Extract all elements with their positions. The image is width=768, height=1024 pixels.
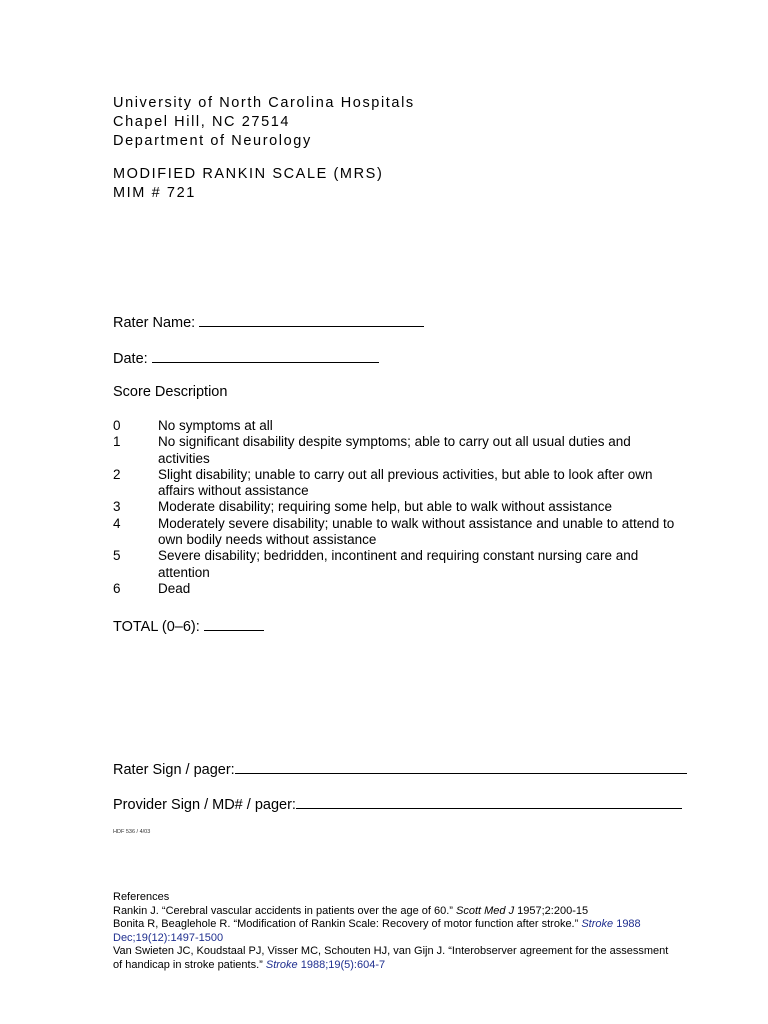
reference-1 bbox=[113, 905, 703, 919]
rankin-scale-list bbox=[113, 418, 693, 597]
scale-score: 1 bbox=[113, 434, 121, 450]
form-title: MODIFIED RANKIN SCALE (MRS) bbox=[113, 166, 384, 182]
reference-2-citation[interactable]: Dec;19(12):1497-1500 bbox=[113, 931, 224, 944]
scale-description bbox=[158, 548, 693, 581]
scale-description bbox=[158, 499, 693, 515]
reference-3-authors: Van Swieten JC, Koudstaal PJ, Visser MC, Schouten HJ, van Gijn J. “Interobserver agreement for the assessment bbox=[113, 945, 669, 957]
provider-sign-label: Provider Sign / MD# / pager: bbox=[113, 797, 296, 813]
reference-2-year[interactable]: 1988 bbox=[613, 918, 641, 930]
document-header bbox=[113, 94, 415, 203]
reference-1-citation: 1957;2:200-15 bbox=[514, 904, 589, 917]
rater-sign-field[interactable] bbox=[113, 760, 687, 778]
scale-description-line: affairs without assistance bbox=[158, 483, 309, 499]
institution-address: Chapel Hill, NC 27514 bbox=[113, 114, 291, 130]
department-name: Department of Neurology bbox=[113, 133, 312, 149]
scale-score: 6 bbox=[113, 580, 121, 596]
scale-row bbox=[113, 434, 693, 467]
reference-1-text: Rankin J. “Cerebral vascular accidents in patients over the age of 60.” bbox=[113, 904, 457, 917]
scale-row bbox=[113, 581, 693, 597]
reference-3 bbox=[113, 945, 703, 972]
date-line[interactable] bbox=[152, 349, 379, 363]
institution-name: University of North Carolina Hospitals bbox=[113, 95, 415, 111]
scale-description-line: own bodily needs without assistance bbox=[158, 532, 377, 548]
reference-1-journal: Scott Med J bbox=[456, 904, 515, 917]
scale-score: 2 bbox=[113, 466, 121, 482]
total-field[interactable] bbox=[113, 617, 264, 635]
scale-row bbox=[113, 467, 693, 500]
rater-name-line[interactable] bbox=[199, 313, 424, 327]
scale-description bbox=[158, 434, 693, 467]
scale-description bbox=[158, 581, 693, 597]
rater-sign-line[interactable] bbox=[235, 760, 687, 774]
scale-description-line: No significant disability despite symptoms; able to carry out all usual duties and bbox=[158, 434, 631, 450]
scale-description-line: attention bbox=[158, 564, 210, 580]
scale-description-line: Moderate disability; requiring some help, but able to walk without assistance bbox=[158, 499, 612, 515]
scale-row bbox=[113, 418, 693, 434]
form-code: HDF 536 / 4/03 bbox=[113, 829, 151, 835]
rater-name-field[interactable] bbox=[113, 313, 424, 331]
scale-row bbox=[113, 516, 693, 549]
scale-score: 0 bbox=[113, 418, 121, 433]
score-description-heading: Score Description bbox=[113, 384, 228, 400]
scale-score: 4 bbox=[113, 515, 121, 531]
reference-2-journal[interactable]: Stroke bbox=[581, 918, 614, 930]
mim-number: MIM # 721 bbox=[113, 185, 196, 201]
scale-description-line: Slight disability; unable to carry out all previous activities, but able to look after own bbox=[158, 466, 653, 482]
reference-3-text: of handicap in stroke patients.” bbox=[113, 958, 266, 971]
reference-3-citation[interactable]: 1988;19(5):604-7 bbox=[297, 958, 386, 971]
date-label: Date: bbox=[113, 351, 148, 367]
scale-description bbox=[158, 516, 693, 549]
scale-description-line: Dead bbox=[158, 580, 191, 596]
scale-row bbox=[113, 499, 693, 515]
scale-score: 3 bbox=[113, 499, 121, 515]
date-field[interactable] bbox=[113, 349, 379, 367]
provider-sign-line[interactable] bbox=[296, 795, 682, 809]
scale-row bbox=[113, 548, 693, 581]
total-line[interactable] bbox=[204, 617, 264, 631]
scale-score: 5 bbox=[113, 548, 121, 564]
scale-description-line: Moderately severe disability; unable to walk without assistance and unable to attend to bbox=[158, 515, 675, 531]
references-section bbox=[113, 891, 703, 972]
reference-2-text: Bonita R, Beaglehole R. “Modification of Rankin Scale: Recovery of motor function after stroke.” bbox=[113, 918, 582, 930]
total-label: TOTAL (0–6): bbox=[113, 619, 200, 635]
scale-description bbox=[158, 467, 693, 500]
scale-description-line: Severe disability; bedridden, incontinent and requiring constant nursing care and bbox=[158, 548, 639, 564]
scale-description bbox=[158, 418, 693, 434]
rater-name-label: Rater Name: bbox=[113, 315, 196, 331]
scale-description-line: activities bbox=[158, 450, 210, 466]
references-heading: References bbox=[113, 891, 170, 903]
provider-sign-field[interactable] bbox=[113, 795, 682, 813]
rater-sign-label: Rater Sign / pager: bbox=[113, 762, 235, 778]
reference-2 bbox=[113, 918, 703, 945]
scale-description-line: No symptoms at all bbox=[158, 418, 273, 433]
reference-3-journal[interactable]: Stroke bbox=[265, 958, 298, 971]
